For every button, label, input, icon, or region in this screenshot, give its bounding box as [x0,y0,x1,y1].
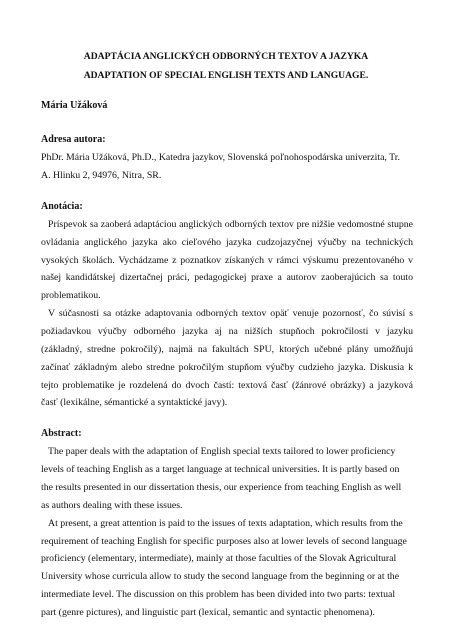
anotacia-line: V súčasnosti sa otázke adaptovania odborných textov opäť venuje pozornosť, čo súvisí s [48,308,413,319]
abstract-line: requirement of teaching English for specific purposes also at lower levels of second language [41,536,407,547]
abstract-line: part (genre pictures), and linguistic part (lexical, semantic and syntactic phenomena). [41,607,375,618]
anotacia-heading: Anotácia: [41,201,83,212]
anotacia-line: časť (lexikálne, sémantické a syntaktické javy). [41,397,228,408]
address-heading: Adresa autora: [41,134,106,145]
address-line: A. Hlinku 2, 94976, Nitra, SR. [41,170,162,181]
anotacia-line: vysokých školách. Vychádzame z poznatkov získaných v rámci výskumu prezentovaného v [41,255,413,266]
abstract-line: University whose curricula allow to study the second language from the beginning or at the [41,571,400,582]
abstract-line: the results presented in our dissertation thesis, our experience from teaching English as well [41,482,402,493]
anotacia-line: začínať základným alebo stredne pokročilým stupňom výučby cudzieho jazyka. Diskusia k [41,362,413,373]
address-line: PhDr. Mária Užáková, Ph.D., Katedra jazykov, Slovenská poľnohospodárska univerzita, Tr. [41,152,400,163]
abstract-line: proficiency (elementary, intermediate), mainly at those faculties of the Slovak Agricultural [41,553,397,564]
title-slovak: ADAPTÁCIA ANGLICKÝCH ODBORNÝCH TEXTOV A JAZYKA [83,51,369,62]
anotacia-line: problematikou. [41,290,101,301]
abstract-line: levels of teaching English as a target language at technical universities. It is partly based on [41,464,400,475]
abstract-line: intermediate level. The discussion on this problem has been divided into two parts: textual [41,589,396,600]
abstract-line: The paper deals with the adaptation of English special texts tailored to lower proficiency [48,446,396,457]
anotacia-line: (základný, stredne pokročilý), najmä na fakultách SPU, ktorých učebné plány umožňujú [41,344,413,355]
author-name: Mária Užáková [41,100,108,111]
anotacia-line: požiadavkou výučby odborného jazyka aj na nižších stupňoch pokročilosti v jazyku [41,326,413,337]
anotacia-line: Príspevok sa zaoberá adaptáciou anglických odborných textov pre nižšie vedomostné stupne [48,219,413,230]
anotacia-line: ovládania anglického jazyka ako cieľového jazyka cudzojazyčnej výučby na technických [41,237,413,248]
anotacia-line: tejto problematike je rozdelená do dvoch častí: textová časť (žánrové obrázky) a jazyková [41,380,413,391]
abstract-heading: Abstract: [41,428,82,439]
title-english: ADAPTATION OF SPECIAL ENGLISH TEXTS AND LANGUAGE. [83,70,369,81]
anotacia-line: našej kandidátskej dizertačnej práci, pedagogickej praxe a autorov zaoberajúcich sa touto [41,272,413,283]
abstract-line: as authors dealing with these issues. [41,500,183,511]
abstract-line: At present, a great attention is paid to the issues of texts adaptation, which results from the [48,518,403,529]
